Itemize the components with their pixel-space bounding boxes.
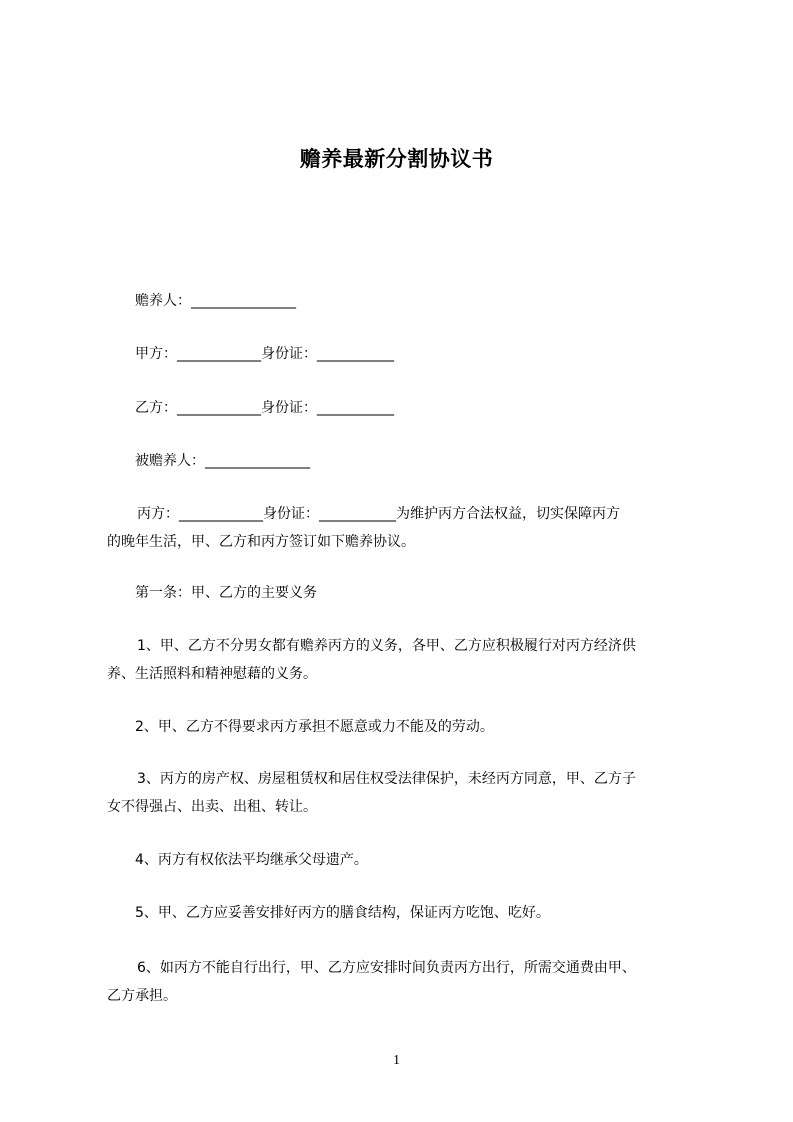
item-6-line-1: 6、如丙方不能自行出行，甲、乙方应安排时间负责丙方出行，所需交通费由甲、 bbox=[137, 960, 636, 976]
item-1-line-1: 1、甲、乙方不分男女都有赡养丙方的义务，各甲、乙方应积极履行对丙方经济供 bbox=[137, 638, 636, 654]
item-3 bbox=[107, 765, 707, 821]
intro-line-1: 丙方：____________身份证：___________为维护丙方合法权益，切实保障丙方 bbox=[137, 506, 620, 522]
item-5: 5、甲、乙方应妥善安排好丙方的膳食结构，保证丙方吃饱、吃好。 bbox=[135, 905, 550, 921]
item-4: 4、丙方有权依法平均继承父母遗产。 bbox=[135, 852, 368, 868]
page-number: 1 bbox=[393, 1053, 400, 1068]
item-2: 2、甲、乙方不得要求丙方承担不愿意或力不能及的劳动。 bbox=[135, 719, 494, 735]
item-1 bbox=[107, 632, 707, 688]
item-1-line-2: 养、生活照料和精神慰藉的义务。 bbox=[107, 666, 317, 682]
article-1-heading: 第一条：甲、乙方的主要义务 bbox=[135, 585, 317, 601]
party-a-field: 甲方：____________身份证：___________ bbox=[135, 346, 394, 362]
supporter-field: 赡养人：_______________ bbox=[135, 293, 296, 309]
supported-field: 被赡养人：_______________ bbox=[135, 453, 310, 469]
item-6 bbox=[107, 954, 707, 1010]
item-6-line-2: 乙方承担。 bbox=[107, 988, 177, 1004]
item-3-line-1: 3、丙方的房产权、房屋租赁权和居住权受法律保护，未经丙方同意，甲、乙方子 bbox=[137, 771, 636, 787]
intro-paragraph bbox=[107, 500, 707, 556]
party-b-field: 乙方：____________身份证：___________ bbox=[135, 400, 394, 416]
intro-line-2: 的晚年生活，甲、乙方和丙方签订如下赡养协议。 bbox=[107, 534, 415, 550]
item-3-line-2: 女不得强占、出卖、出租、转让。 bbox=[107, 799, 317, 815]
document-title: 赡养最新分割协议书 bbox=[299, 147, 494, 171]
